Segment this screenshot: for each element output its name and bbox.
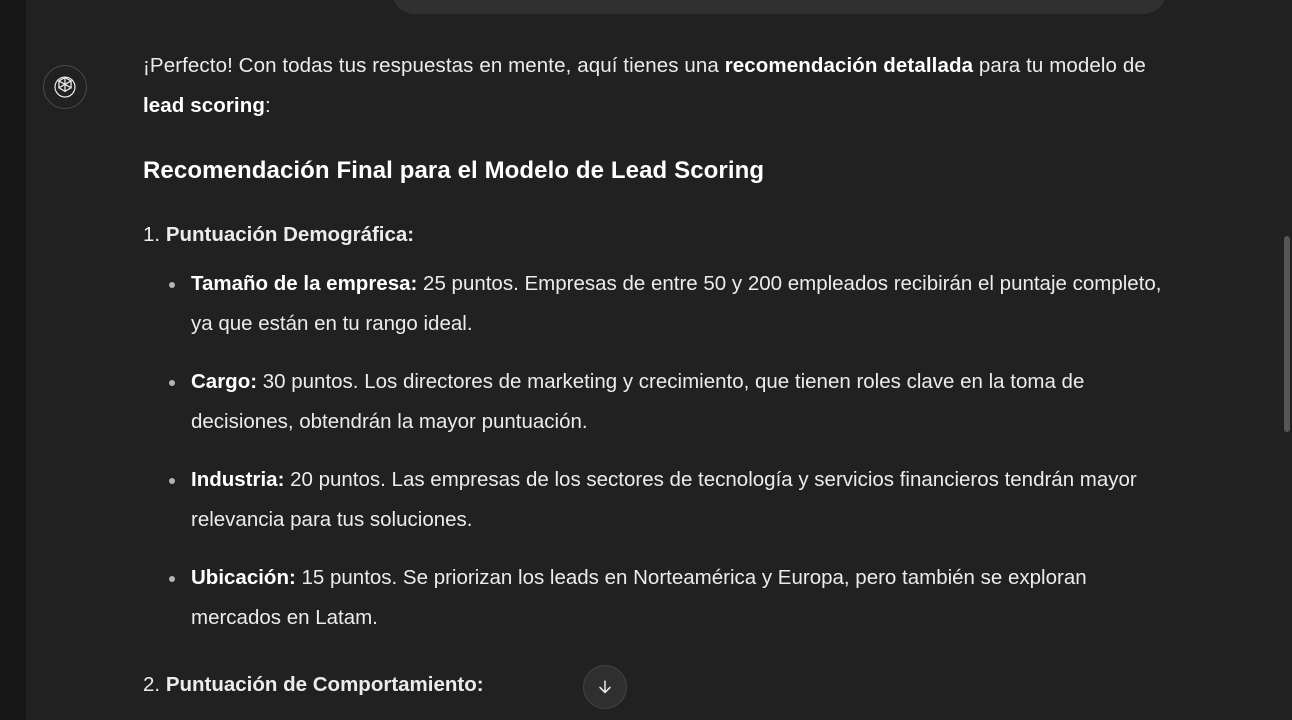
intro-text-1: ¡Perfecto! Con todas tus respuestas en mente, aquí tienes una xyxy=(143,54,725,77)
section-1-number: 1. xyxy=(143,223,161,246)
openai-logo-icon xyxy=(52,74,78,100)
list-item-text: 20 puntos. Las empresas de los sectores de tecnología y servicios financieros tendrán mayor relevancia para tus soluciones. xyxy=(191,468,1137,531)
left-gutter xyxy=(0,0,26,720)
scrollbar-thumb[interactable] xyxy=(1284,236,1290,432)
scroll-to-bottom-button[interactable] xyxy=(583,665,627,709)
assistant-message xyxy=(26,46,1292,700)
section-1-title xyxy=(143,220,1182,250)
list-item xyxy=(169,460,1182,540)
section-2-title xyxy=(143,670,1182,700)
list-item xyxy=(169,264,1182,344)
list-item-text: 30 puntos. Los directores de marketing y crecimiento, que tienen roles clave en la toma de decisiones, obtendrán la mayor puntuación. xyxy=(191,370,1085,433)
intro-text-3: : xyxy=(264,94,271,117)
list-item-text: 25 puntos. Empresas de entre 50 y 200 empleados recibirán el puntaje completo, ya que están en tu rango ideal. xyxy=(191,272,1162,335)
assistant-avatar xyxy=(43,65,87,109)
conversation-scroll-area[interactable] xyxy=(26,0,1292,720)
vertical-scrollbar[interactable] xyxy=(1282,0,1292,720)
intro-text-2: para tu modelo de xyxy=(973,54,1146,77)
list-item-text: 15 puntos. Se priorizan los leads en Norteamérica y Europa, pero también se exploran mercados en Latam. xyxy=(191,566,1087,629)
list-item-label: Ubicación: xyxy=(191,566,296,589)
arrow-down-icon xyxy=(595,677,615,697)
assistant-message-body xyxy=(87,46,1292,700)
section-1-list xyxy=(143,264,1182,638)
list-item-label: Industria: xyxy=(191,468,285,491)
list-item-label: Tamaño de la empresa: xyxy=(191,272,418,295)
list-item-label: Cargo: xyxy=(191,370,258,393)
response-heading: Recomendación Final para el Modelo de Lead Scoring xyxy=(143,157,765,184)
intro-bold-1: recomendación detallada xyxy=(724,54,974,77)
section-2-label: Puntuación de Comportamiento: xyxy=(165,673,484,696)
intro-bold-2: lead scoring xyxy=(143,94,265,117)
intro-paragraph xyxy=(143,46,1182,126)
list-item xyxy=(169,558,1182,638)
section-1-label: Puntuación Demográfica: xyxy=(165,223,415,246)
list-item xyxy=(169,362,1182,442)
section-2-number: 2. xyxy=(143,673,161,696)
